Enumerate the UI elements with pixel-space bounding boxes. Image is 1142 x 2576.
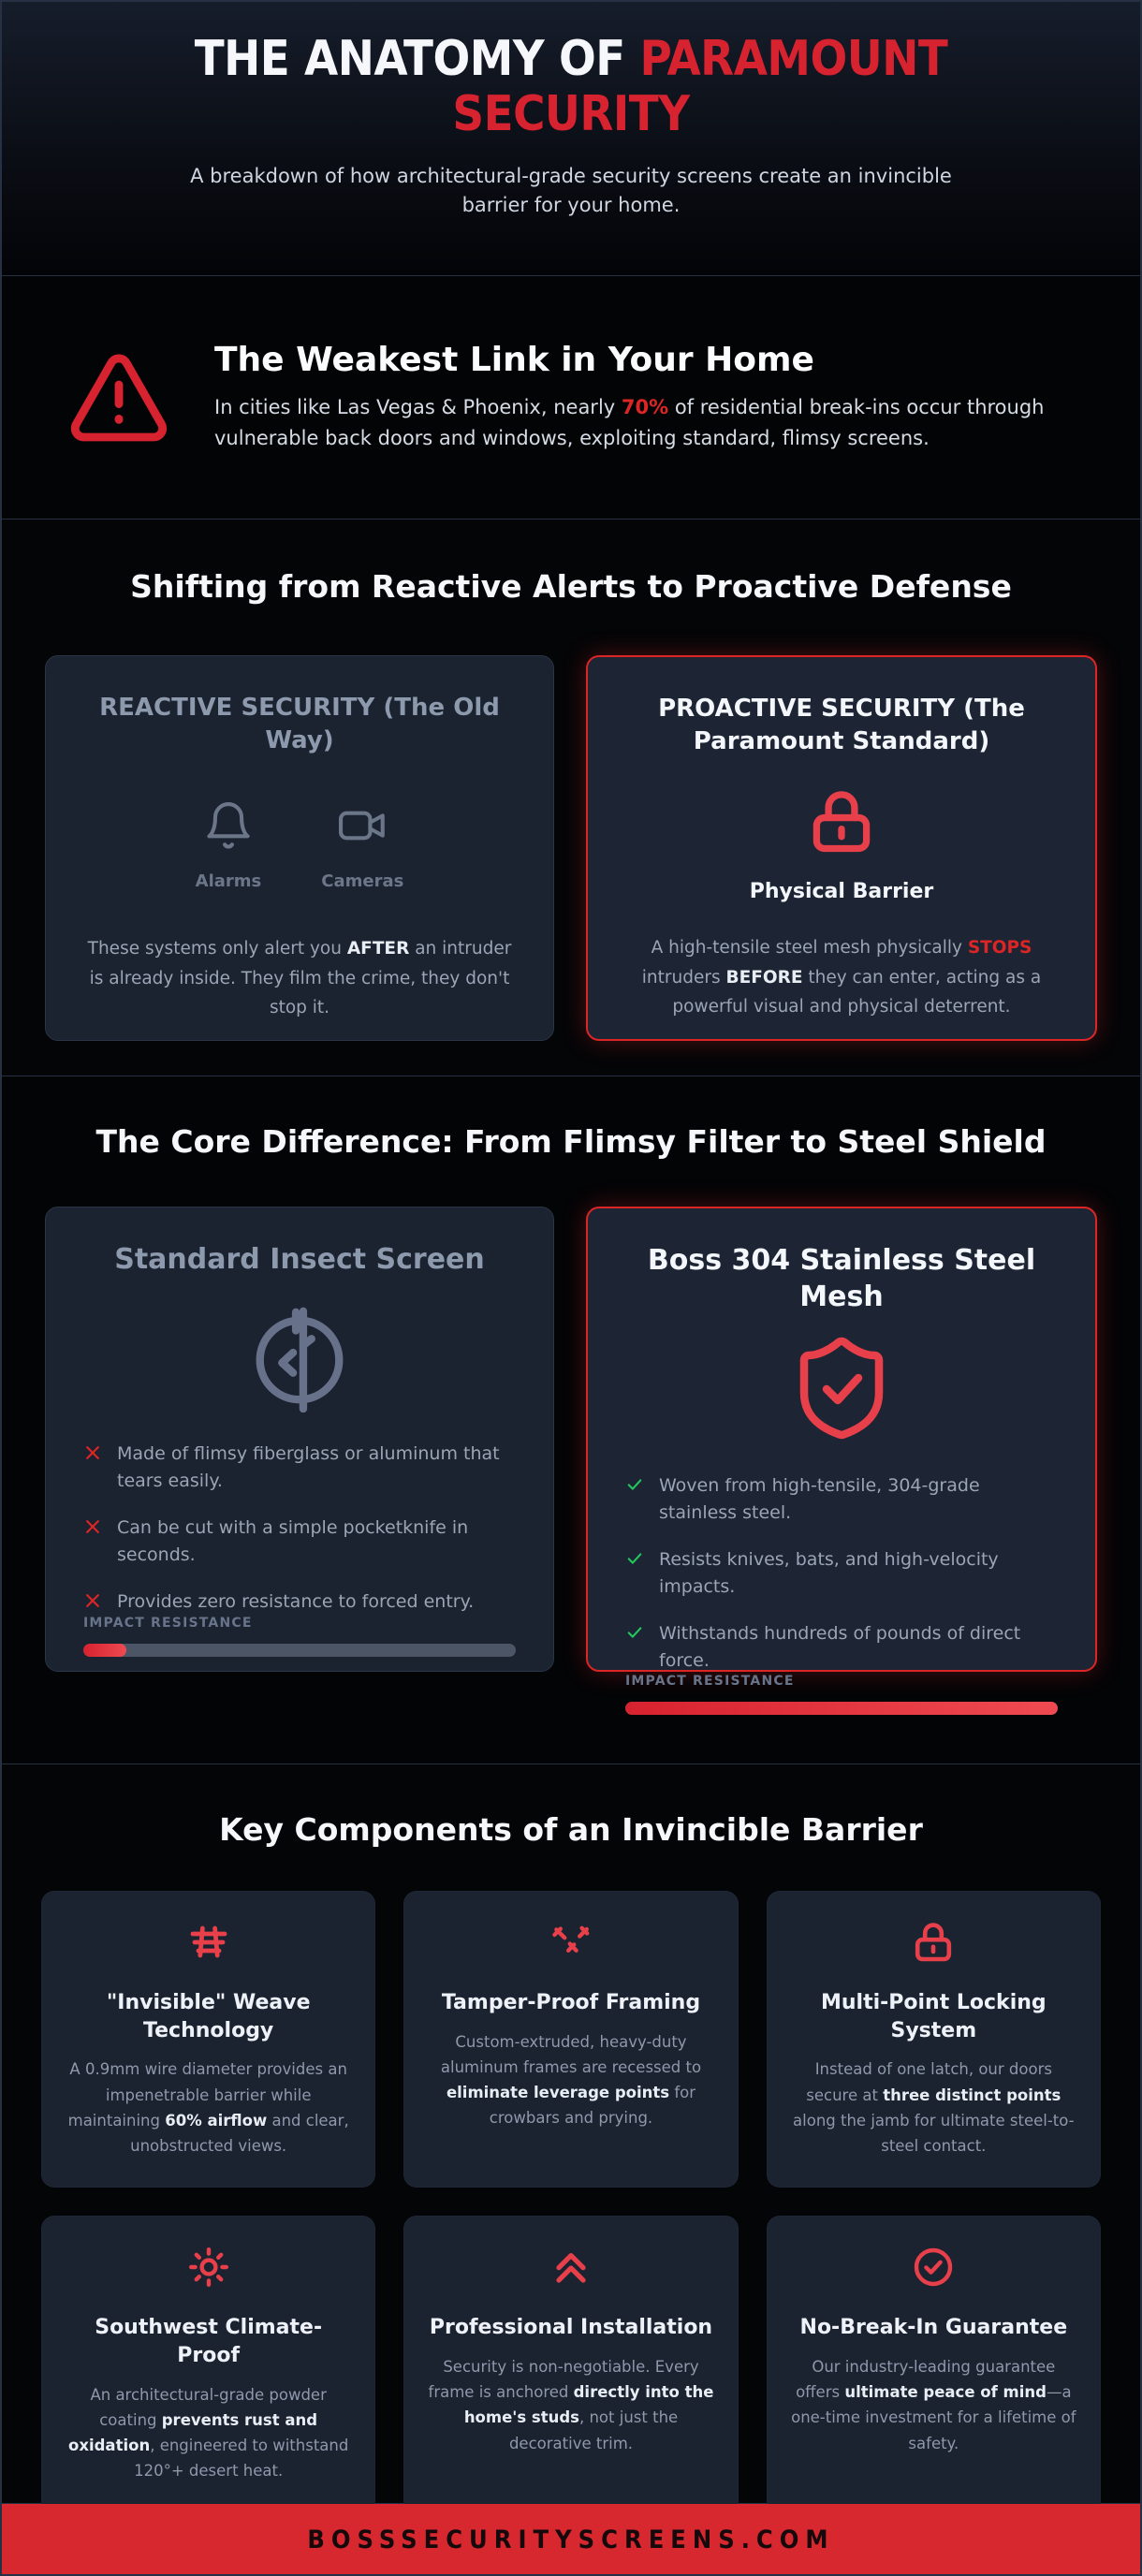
standard-item-text: Can be cut with a simple pocketknife in seconds. [117,1517,469,1565]
feature-body: An architectural-grade powder coating prevents rust and oxidation, engineered to withstand 120°+ desert heat. [67,2385,349,2481]
boss-card-title: Boss 304 Stainless Steel Mesh [647,1244,1036,1313]
boss-item-text: Woven from high-tensile, 304-grade stainless steel. [659,1475,980,1523]
boss-impact-meter [625,1674,1058,1715]
feature-card-framing [403,1891,738,2188]
check-mark-icon [625,1549,644,1600]
alarms-item [196,798,262,891]
feature-body: Custom-extruded, heavy-duty aluminum frames are recessed to eliminate leverage points for crowbars and prying. [440,2032,702,2128]
sun-icon [186,2245,231,2290]
proactive-security-card [586,655,1097,1041]
feature-body: A 0.9mm wire diameter provides an impenetrable barrier while maintaining 60% airflow and clear, unobstructed views. [67,2060,349,2156]
cameras-item [321,798,403,891]
hero-section [0,0,1142,276]
feature-card-guarantee [767,2216,1101,2512]
alarms-label: Alarms [195,871,262,892]
standard-item-text: Made of flimsy fiberglass or aluminum that tears easily. [117,1443,500,1491]
reactive-vs-proactive-section [0,520,1142,1076]
feature-body: Security is non-negotiable. Every frame is anchored directly into the home's studs, not just the decorative trim. [428,2357,714,2452]
proactive-card-body: A high-tensile steel mesh physically STOPS intruders BEFORE they can enter, acting as a powerful visual and physical deterrent. [641,938,1042,1017]
feature-title: No-Break-In Guarantee [799,2316,1068,2340]
boss-list-item [625,1472,1058,1526]
standard-list-item [83,1515,516,1568]
feature-title: Multi-Point Locking System [820,1991,1047,2042]
check-mark-icon [625,1475,644,1526]
standard-card-title: Standard Insect Screen [114,1243,485,1276]
feature-card-installation [403,2216,738,2512]
cameras-label: Cameras [321,871,404,892]
warning-triangle-icon [66,345,171,450]
boss-item-text: Resists knives, bats, and high-velocity impacts. [659,1549,999,1597]
footer-link[interactable]: BOSSSECURITYSCREENS.COM [307,2525,835,2554]
page-title [112,32,1030,143]
padlock-icon [911,1920,956,1965]
proactive-card-title: PROACTIVE SECURITY (The Paramount Standard) [658,695,1025,756]
screws-icon [549,1920,593,1965]
standard-list-item [83,1441,516,1494]
video-camera-icon [335,798,389,853]
lock-icon [806,786,877,857]
boss-list-item [625,1546,1058,1600]
bell-icon [201,798,256,853]
feature-title: Southwest Climate-Proof [95,2316,323,2367]
weakest-link-section [0,276,1142,520]
boss-mesh-card [586,1207,1097,1689]
boss-feature-list [625,1472,1058,1674]
x-mark-icon [83,1443,102,1494]
core-heading: The Core Difference: From Flimsy Filter to Steel Shield [95,1123,1047,1160]
x-mark-icon [83,1591,102,1616]
boss-list-item [625,1620,1058,1674]
impact-meter-track [625,1702,1058,1715]
shield-check-icon [785,1332,898,1444]
feature-title: Professional Installation [429,2316,713,2340]
x-mark-icon [83,1517,102,1568]
feature-card-climate [41,2216,375,2512]
bug-slash-icon [244,1302,355,1412]
standard-feature-list [83,1441,516,1616]
page-title-accent: PARAMOUNT SECURITY [452,31,948,143]
standard-screen-card [45,1207,554,1672]
standard-impact-meter [83,1616,516,1657]
impact-meter-fill [625,1702,1058,1715]
impact-resistance-label: IMPACT RESISTANCE [625,1674,795,1689]
page-title-prefix: THE ANATOMY OF [194,31,640,87]
boss-item-text: Withstands hundreds of pounds of direct force. [659,1623,1021,1671]
check-circle-icon [911,2245,956,2290]
reactive-card-title: REACTIVE SECURITY (The Old Way) [99,694,500,755]
key-components-section [0,1764,1142,2504]
features-grid [0,1891,1142,2513]
weakest-link-heading: The Weakest Link in Your Home [214,341,814,380]
check-mark-icon [625,1623,644,1674]
chevrons-up-icon [549,2245,593,2290]
feature-card-weave [41,1891,375,2188]
impact-meter-fill [83,1644,126,1657]
standard-item-text: Provides zero resistance to forced entry. [117,1591,475,1612]
weave-icon [186,1920,231,1965]
physical-barrier-caption: Physical Barrier [749,880,934,904]
shift-heading: Shifting from Reactive Alerts to Proactive Defense [130,568,1012,605]
feature-body: Our industry-leading guarantee offers ultimate peace of mind—a one-time investment for a lifetime of safety. [791,2357,1076,2452]
components-heading: Key Components of an Invincible Barrier [219,1811,923,1848]
impact-meter-track [83,1644,516,1657]
core-difference-section [0,1076,1142,1764]
reactive-card-body: These systems only alert you AFTER an intruder is already inside. They film the crime, they don't stop it. [87,939,512,1018]
footer-bar [0,2504,1142,2576]
weakest-link-body: In cities like Las Vegas & Phoenix, nearly 70% of residential break-ins occur through vulnerable back doors and windows, exploiting standard, flimsy screens. [214,396,1045,449]
impact-resistance-label: IMPACT RESISTANCE [83,1615,253,1631]
feature-title: "Invisible" Weave Technology [106,1991,311,2042]
standard-list-item [83,1588,516,1616]
reactive-security-card [45,655,554,1041]
page-subtitle: A breakdown of how architectural-grade security screens create an invincible barrier for your home. [190,164,952,217]
feature-body: Instead of one latch, our doors secure at three distinct points along the jamb for ultimate steel-to-steel contact. [793,2060,1075,2156]
feature-card-locking [767,1891,1101,2188]
feature-title: Tamper-Proof Framing [441,1991,701,2014]
